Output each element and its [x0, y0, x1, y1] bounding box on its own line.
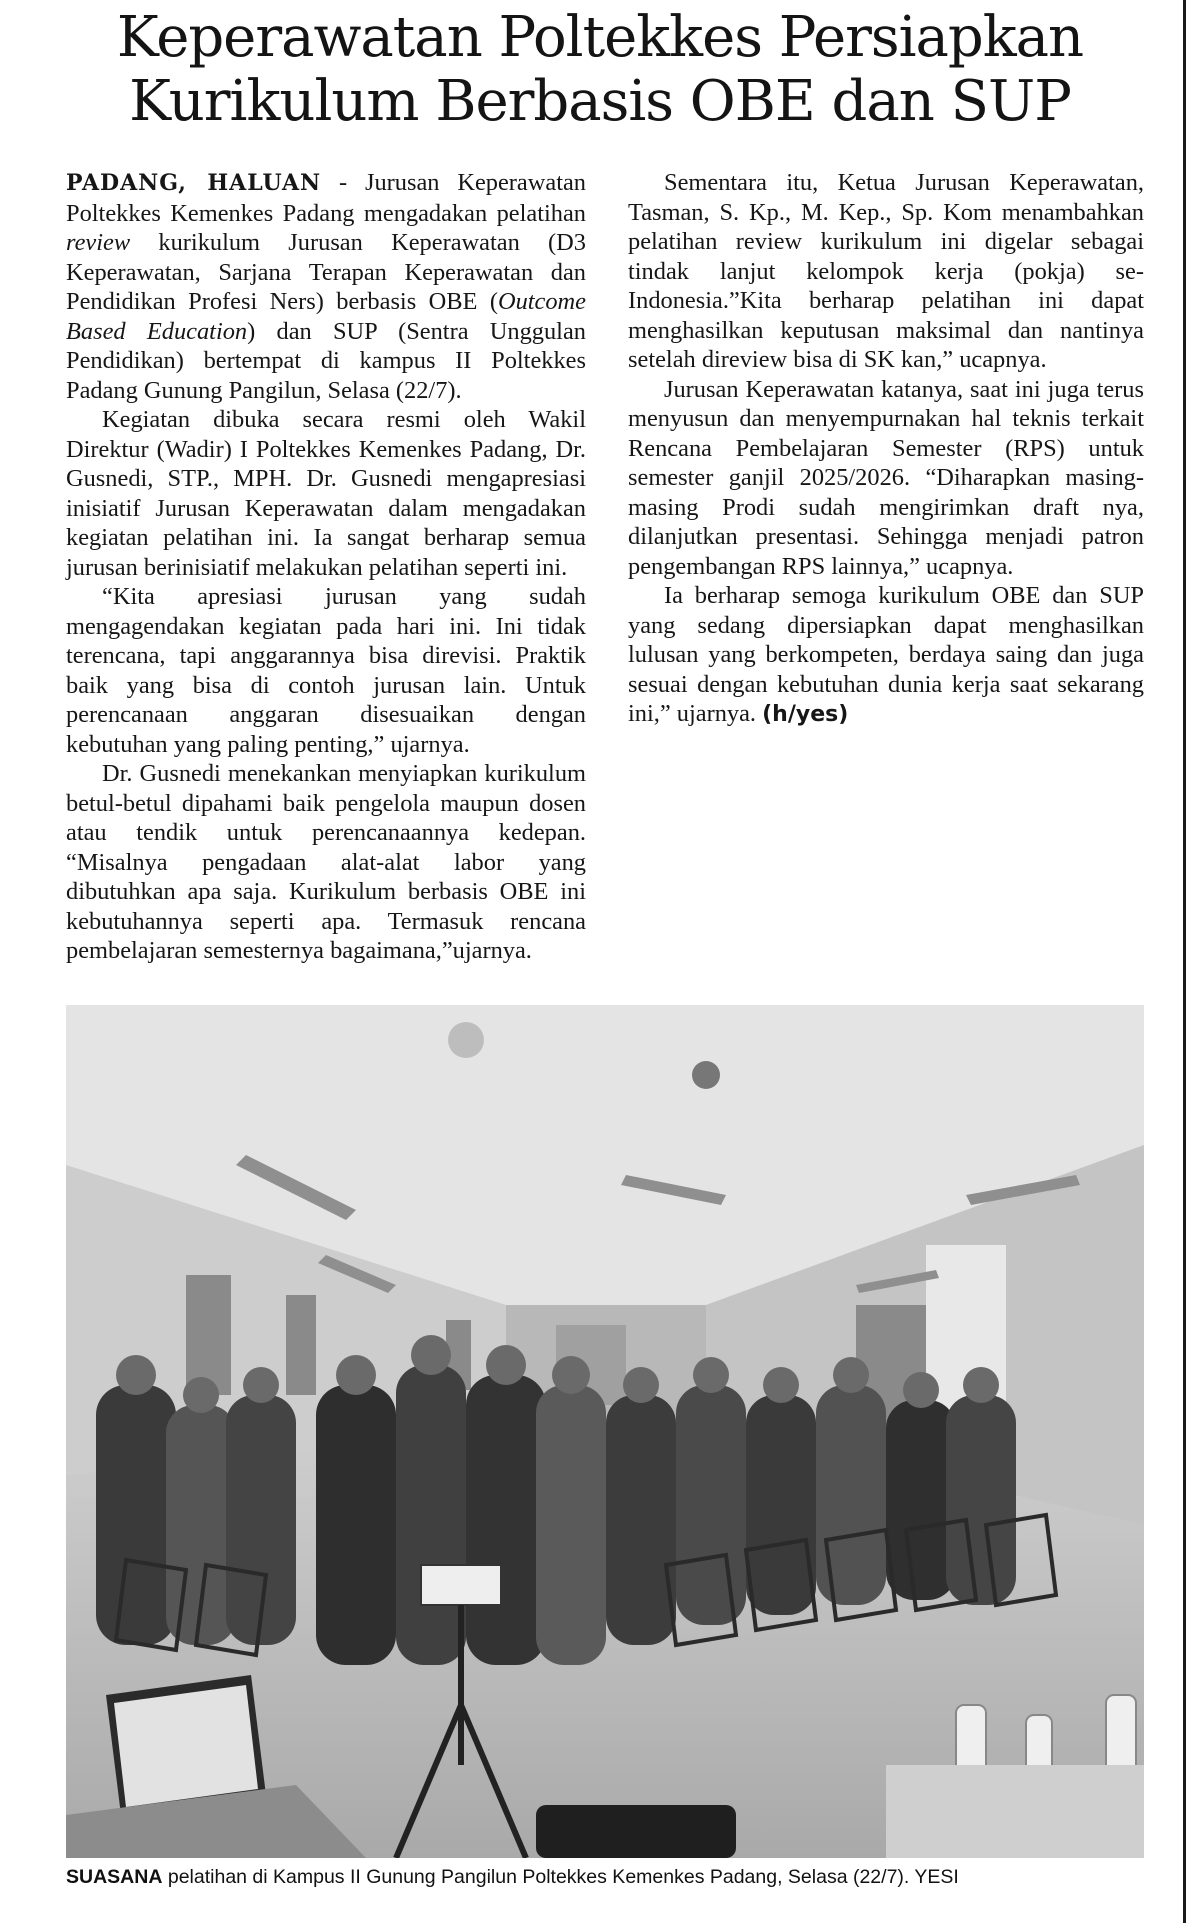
article-column-right: [628, 168, 1144, 730]
p1-mid: kurikulum Jurusan Keperawatan (D3 Keperawatan, Sarjana Terapan Keperawatan dan Pendidikan Profesi Ners) berbasis OBE (: [66, 229, 586, 315]
paragraph-3: “Kita apresiasi jurusan yang sudah mengagendakan kegiatan pada hari ini. Ini tidak terencana, tapi anggarannya bisa direvisi. Praktik baik yang bisa di contoh jurusan lain. Untuk perencanaan anggaran disesuaikan dengan kebutuhan yang paling penting,” ujarnya.: [66, 583, 586, 758]
paragraph-1: [66, 168, 586, 405]
photo-caption: [66, 1865, 1156, 1889]
p1-obe-italic: Outcome Based Education: [66, 288, 586, 345]
paragraph-6: Jurusan Keperawatan katanya, saat ini juga terus menyusun dan menyempurnakan hal teknis terkait Rencana Pembelajaran Semester (RPS) untuk semester ganjil 2025/2026. “Diharapkan masing-masing Prodi sudah mengirimkan draft nya, dilanjutkan presentasi. Sehingga menjadi patron pengembangan RPS lainnya,” ucapnya.: [628, 375, 1144, 580]
signoff: (h/yes): [762, 702, 849, 727]
p1-review-italic: review: [66, 229, 131, 256]
dateline: PADANG, HALUAN: [66, 170, 322, 196]
paragraph-7: [628, 581, 1144, 730]
news-photo: [66, 1005, 1144, 1858]
p1-end: ) dan SUP (Sentra Unggulan Pendidikan) bertempat di kampus II Poltekkes Padang Gunung Pangilun, Selasa (22/7).: [66, 317, 586, 404]
headline-line-2: Kurikulum Berbasis OBE dan SUP: [129, 69, 1071, 134]
headline: [40, 6, 1160, 134]
speaker-box: [536, 1805, 736, 1858]
headline-line-1: Keperawatan Poltekkes Persiapkan: [116, 5, 1084, 70]
paragraph-4: Dr. Gusnedi menekankan menyiapkan kurikulum betul-betul dipahami baik pengelola maupun dosen atau tendik untuk perencanaannya kedepan. “Misalnya pengadaan alat-alat labor yang dibutuhkan apa saja. Kurikulum berbasis OBE ini kebutuhannya seperti apa. Termasuk rencana pembelajaran semesternya bagaimana,”ujarnya.: [66, 760, 586, 964]
article-column-left: [66, 168, 586, 966]
p1-lead: - Jurusan Keperawatan Poltekkes Kemenkes Padang mengadakan pelatihan: [66, 169, 586, 227]
classroom-photo-illustration: [66, 1005, 1144, 1858]
column-rule: [1183, 0, 1186, 1923]
paragraph-2: Kegiatan dibuka secara resmi oleh Wakil Direktur (Wadir) I Poltekkes Kemenkes Padang, Dr. Gusnedi, STP., MPH. Dr. Gusnedi mengapresiasi inisiatif Jurusan Keperawatan dalam mengadakan kegiatan pelatihan ini. Ia sangat berharap semua jurusan berinisiatif melakukan pelatihan seperti ini.: [66, 406, 586, 581]
p7-text: Ia berharap semoga kurikulum OBE dan SUP yang sedang dipersiapkan dapat menghasilkan lulusan yang berkompeten, berdaya saing dan juga sesuai dengan kebutuhan dunia kerja saat sekarang ini,” ujarnya.: [628, 582, 1144, 727]
paragraph-5: Sementara itu, Ketua Jurusan Keperawatan, Tasman, S. Kp., M. Kep., Sp. Kom menambahkan pelatihan review kurikulum ini digelar sebagai tindak lanjut kelompok kerja (pokja) se-Indonesia.”Kita berharap pelatihan ini dapat menghasilkan keputusan maksimal dan nantinya setelah direview bisa di SK kan,” ucapnya.: [628, 169, 1144, 373]
caption-lead: SUASANA: [66, 1866, 163, 1888]
caption-text: pelatihan di Kampus II Gunung Pangilun Poltekkes Kemenkes Padang, Selasa (22/7). YESI: [162, 1866, 959, 1888]
